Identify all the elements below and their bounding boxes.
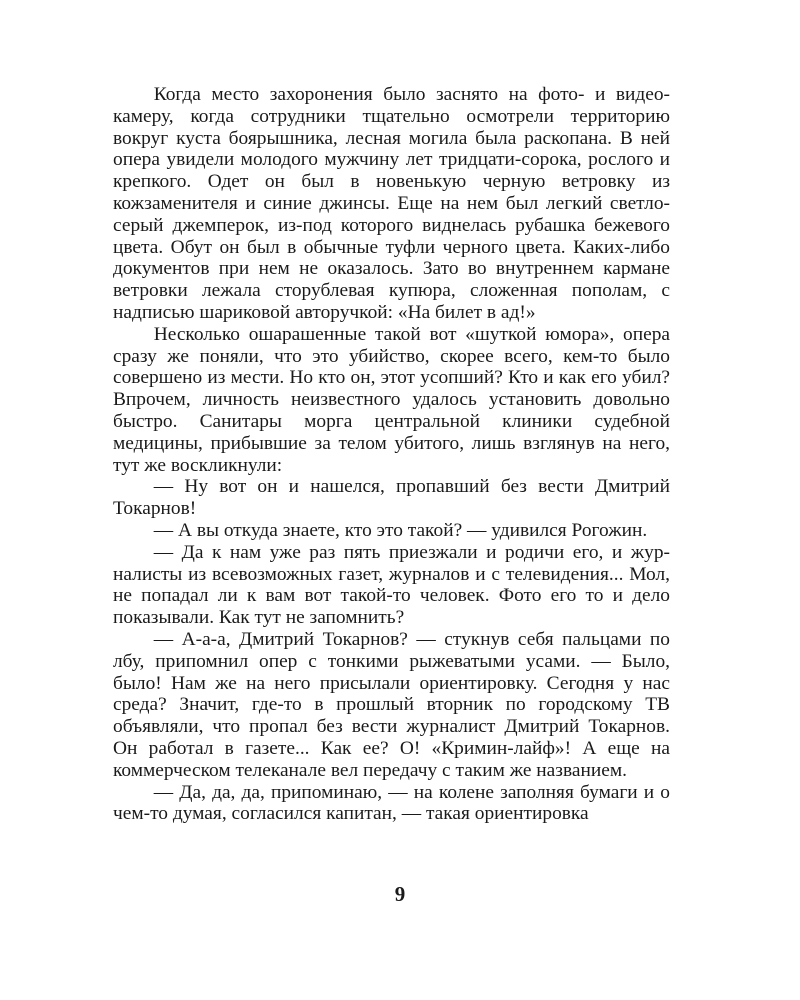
page-number: 9 bbox=[394, 882, 406, 906]
paragraph-7: — Да, да, да, припоминаю, — на колене заполняя бумаги и о чем-то думая, согласился капитан, — такая ориентировка bbox=[113, 781, 670, 825]
paragraph-5: — Да к нам уже раз пять приезжали и родичи его, и журналисты из всевозможных газет, журналов и с телевидения... Мол, не попадал ли к вам вот такой-то человек. Фото его то и дело показывали. Как тут не запомнить? bbox=[113, 541, 670, 629]
paragraph-1: Когда место захоронения было заснято на фото- и видеокамеру, когда сотрудники тщательно осмотрели территорию вокруг куста боярышника, лесная могила была раскопана. В ней опера увидели молодого мужчину лет тридцати-сорока, рослого и крепкого. Одет он был в новенькую черную ветровку из кожзаменителя и синие джинсы. Еще на нем был легкий светло-серый джемперок, из-под которого виднелась рубашка бежевого цвета. Обут он был в обычные туфли черного цвета. Каких-либо документов при нем не оказалось. Зато во внутреннем кармане ветровки лежала сторублевая купюра, сложенная пополам, с надписью шариковой авторучкой: «На билет в ад!» bbox=[113, 84, 670, 323]
paragraph-4: — А вы откуда знаете, кто это такой? — удивился Рогожин. bbox=[153, 519, 648, 541]
text-column bbox=[113, 84, 670, 825]
paragraph-3: — Ну вот он и нашелся, пропавший без вести Дмитрий Токарнов! bbox=[113, 476, 670, 520]
paragraph-2: Несколько ошарашенные такой вот «шуткой юмора», опера сразу же поняли, что это убийство, скорее всего, кем-то было совершено из мести. Но кто он, этот усопший? Кто и как его убил? Впрочем, личность неизвестного удалось установить довольно быстро. Санитары морга центральной клиники судебной медицины, прибывшие за телом убитого, лишь взглянув на него, тут же воскликнули: bbox=[113, 323, 670, 476]
paragraph-6: — А-а-а, Дмитрий Токарнов? — стукнув себя пальцами по лбу, припомнил опер с тонкими рыжеватыми усами. — Было, было! Нам же на него присылали ориентировку. Сегодня у нас среда? Значит, где-то в прошлый вторник по городскому ТВ объявляли, что пропал без вести журналист Дмитрий Токарнов. Он работал в газете... Как ее? О! «Кримин-лайф»! А еще на коммерческом телеканале вел передачу с таким же названием. bbox=[113, 628, 670, 781]
